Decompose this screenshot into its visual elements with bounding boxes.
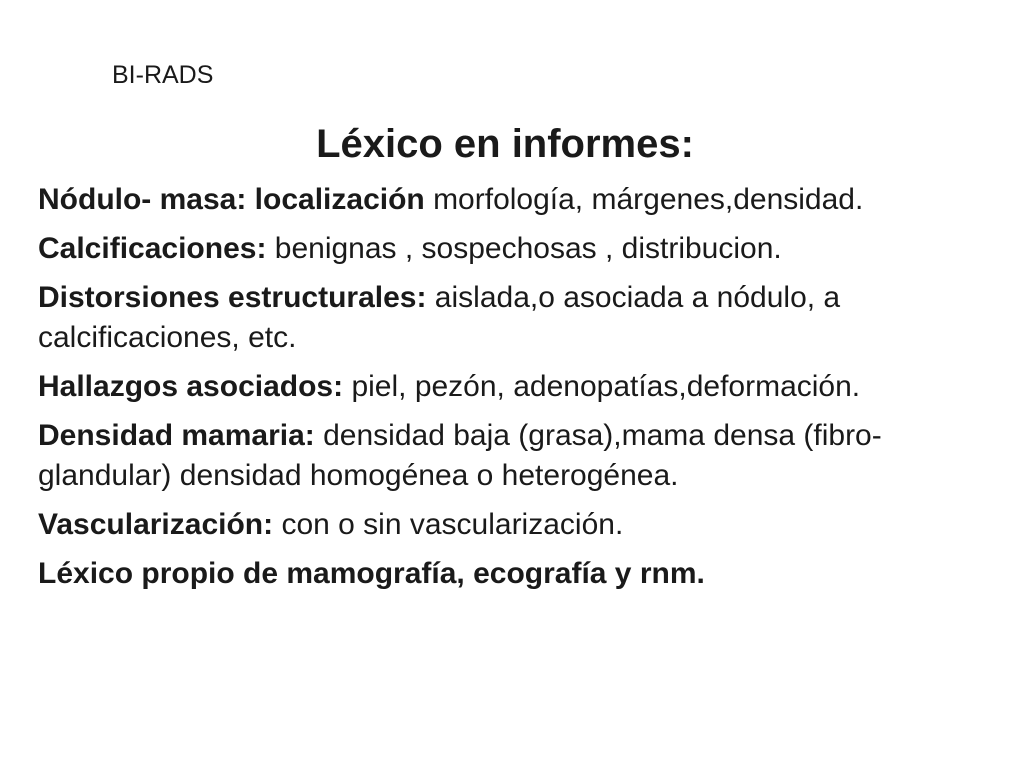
item-description: aislada,o asociada a nódulo, a calcificaciones, etc.	[38, 281, 841, 354]
item-description: benignas , sospechosas , distribucion.	[266, 232, 782, 265]
list-item	[38, 554, 998, 594]
list-item	[38, 229, 998, 269]
item-description: densidad baja (grasa),mama densa (fibro- glandular) densidad homogénea o heterogénea.	[38, 419, 882, 492]
item-term: Nódulo- masa: localización	[38, 183, 425, 216]
item-description: piel, pezón, adenopatías,deformación.	[343, 370, 861, 403]
header-label: BI-RADS	[112, 61, 214, 89]
list-item	[38, 278, 998, 358]
item-term: Distorsiones estructurales:	[38, 281, 427, 314]
list-item	[38, 416, 998, 496]
item-description: con o sin vascularización.	[273, 508, 624, 541]
item-term: Vascularización:	[38, 508, 274, 541]
list-item	[38, 180, 998, 220]
item-term: Densidad mamaria:	[38, 419, 315, 452]
item-term: Calcificaciones:	[38, 232, 267, 265]
item-description: morfología, márgenes,densidad.	[424, 183, 864, 216]
lexicon-list	[38, 180, 998, 603]
item-term: Hallazgos asociados:	[38, 370, 344, 403]
list-item	[38, 505, 998, 545]
slide-title: Léxico en informes:	[316, 122, 694, 166]
item-term: Léxico propio de mamografía, ecografía y rnm.	[38, 557, 705, 590]
list-item	[38, 367, 998, 407]
